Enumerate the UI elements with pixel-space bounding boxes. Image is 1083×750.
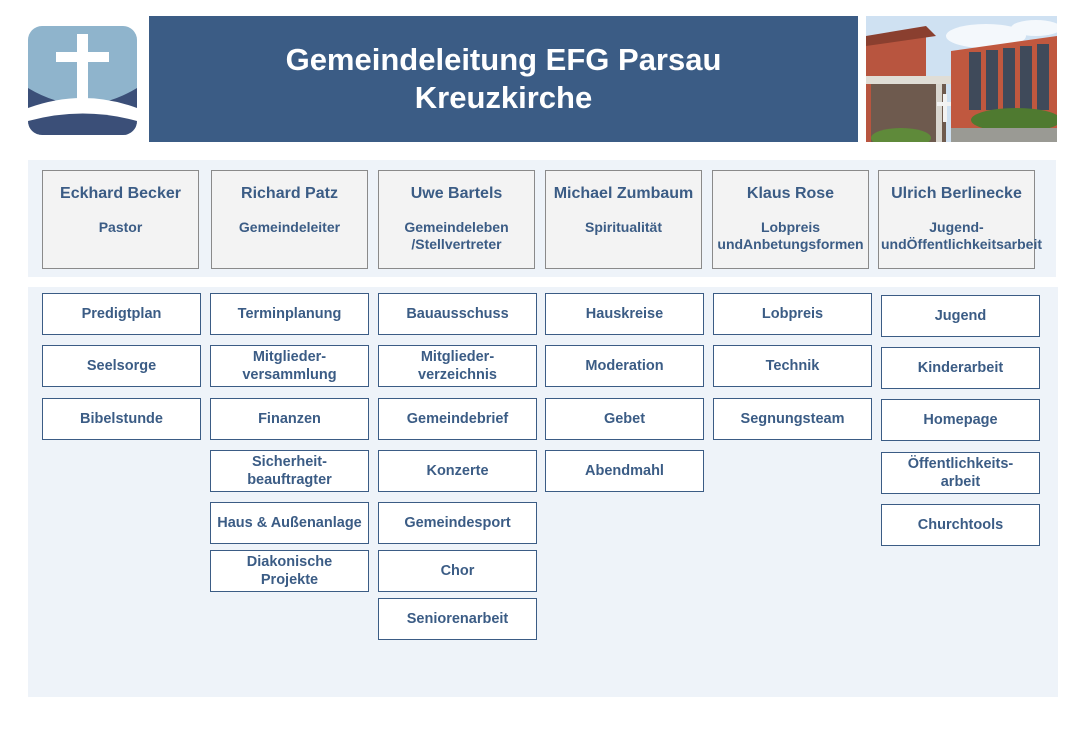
group-chor: [378, 550, 537, 592]
leader-role-line1: Jugend- und: [881, 219, 984, 252]
group-label-line1: Öffentlichkeits-: [907, 456, 1014, 472]
group-label: Seelsorge: [86, 358, 157, 374]
group-label: Jugend: [934, 308, 987, 324]
group-label: Gemeindebrief: [406, 411, 509, 427]
leader-name: Uwe Bartels: [410, 185, 503, 202]
group-label: Homepage: [923, 412, 998, 428]
leader-name: Richard Patz: [241, 185, 338, 202]
group-mitgliederverzeichnis: [378, 345, 537, 387]
leader-role-line2: Öffentlichkeitsarbeit: [906, 236, 1043, 252]
cross-wave-logo-icon: [28, 26, 137, 135]
leader-card-richard-patz: [211, 170, 368, 269]
leader-role-line2: Anbetungsformen: [743, 236, 864, 252]
leader-role: [713, 219, 868, 253]
group-label: Bibelstunde: [80, 411, 163, 427]
group-kinderarbeit: [881, 347, 1040, 389]
group-label: Kinderarbeit: [917, 360, 1004, 376]
group-label-line2: arbeit: [940, 474, 981, 490]
group-label: Abendmahl: [585, 463, 664, 479]
group-gemeindesport: [378, 502, 537, 544]
group-jugend: [881, 295, 1040, 337]
group-label-line1: Mitglieder-: [420, 349, 495, 365]
leader-card-michael-zumbaum: [545, 170, 702, 269]
leader-role-line1: Gemeindeleben /: [404, 219, 509, 252]
group-bibelstunde: [42, 398, 201, 440]
group-label: Churchtools: [917, 517, 1004, 533]
group-mitgliederversammlung: [210, 345, 369, 387]
group-gemeindebrief: [378, 398, 537, 440]
leader-name: Eckhard Becker: [60, 185, 181, 202]
group-label: Predigtplan: [81, 306, 162, 322]
group-label: Bauausschuss: [406, 306, 509, 322]
group-label: Terminplanung: [237, 306, 342, 322]
leader-role: [379, 219, 534, 253]
group-label: Gemeindesport: [404, 515, 511, 531]
group-technik: [713, 345, 872, 387]
group-oeffentlichkeitsarbeit: [881, 452, 1040, 494]
group-moderation: [545, 345, 704, 387]
group-lobpreis: [713, 293, 872, 335]
leader-role-line2: Stellvertreter: [415, 236, 502, 252]
group-label-line2: beauftragter: [247, 472, 332, 488]
group-seniorenarbeit: [378, 598, 537, 640]
group-label: Haus & Außenanlage: [217, 515, 362, 531]
leader-role: Spiritualität: [584, 219, 662, 235]
group-diakonische-projekte: [210, 550, 369, 592]
group-label-line1: Diakonische: [246, 554, 333, 570]
group-haus-aussenanlage: [210, 502, 369, 544]
group-label: Chor: [440, 563, 475, 579]
group-seelsorge: [42, 345, 201, 387]
leader-card-uwe-bartels: [378, 170, 535, 269]
group-konzerte: [378, 450, 537, 492]
group-label: Lobpreis: [761, 306, 824, 322]
church-building-photo: [866, 16, 1057, 142]
leader-name: Michael Zumbaum: [553, 185, 694, 202]
group-churchtools: [881, 504, 1040, 546]
group-label: Hauskreise: [585, 306, 664, 322]
group-label: Gebet: [603, 411, 646, 427]
page-subtitle: Kreuzkirche: [414, 80, 593, 115]
group-label-line2: Projekte: [260, 572, 319, 588]
group-hauskreise: [545, 293, 704, 335]
leader-name: Klaus Rose: [746, 185, 835, 202]
leader-role: Gemeindeleiter: [238, 219, 341, 235]
group-homepage: [881, 399, 1040, 441]
leader-card-ulrich-berlinecke: [878, 170, 1043, 269]
group-label: Segnungsteam: [740, 411, 845, 427]
leader-card-eckhard-becker: [42, 170, 199, 269]
leader-card-klaus-rose: [712, 170, 869, 269]
title-banner: [149, 16, 858, 142]
group-label: Technik: [765, 358, 820, 374]
leader-role: [879, 219, 1043, 253]
church-logo: [28, 26, 137, 135]
group-abendmahl: [545, 450, 704, 492]
group-segnungsteam: [713, 398, 872, 440]
group-terminplanung: [210, 293, 369, 335]
page-title: Gemeindeleitung EFG Parsau: [285, 42, 722, 77]
group-label: Seniorenarbeit: [406, 611, 509, 627]
group-label-line1: Mitglieder-: [252, 349, 327, 365]
group-label-line2: versammlung: [242, 367, 337, 383]
group-predigtplan: [42, 293, 201, 335]
leader-name: Ulrich Berlinecke: [891, 185, 1022, 202]
group-sicherheitbeauftragter: [210, 450, 369, 492]
group-label: Konzerte: [426, 463, 489, 479]
group-gebet: [545, 398, 704, 440]
group-bauausschuss: [378, 293, 537, 335]
group-finanzen: [210, 398, 369, 440]
leader-role-line1: Lobpreis und: [717, 219, 821, 252]
group-label: Moderation: [585, 358, 664, 374]
leader-role: Pastor: [98, 219, 143, 235]
group-label-line1: Sicherheit-: [252, 454, 327, 470]
group-label: Finanzen: [258, 411, 321, 427]
group-label-line2: verzeichnis: [418, 367, 497, 383]
